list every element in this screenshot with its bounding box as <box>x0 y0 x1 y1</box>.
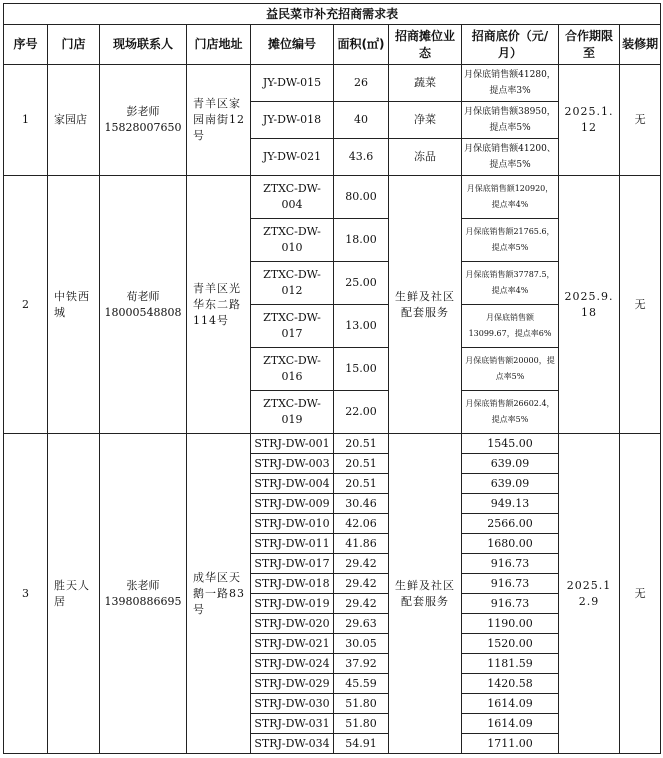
booth-code: STRJ-DW-031 <box>251 714 334 734</box>
booth-code: STRJ-DW-004 <box>251 474 334 494</box>
booth-price: 1614.09 <box>462 714 559 734</box>
booth-area: 30.05 <box>334 634 389 654</box>
contact-name: 张老师 <box>126 578 160 592</box>
booth-code: STRJ-DW-009 <box>251 494 334 514</box>
header-booth-code: 摊位编号 <box>251 25 334 65</box>
booth-price: 1190.00 <box>462 614 559 634</box>
booth-area: 20.51 <box>334 454 389 474</box>
store-address: 青羊区光华东二路114号 <box>187 176 251 434</box>
booth-area: 29.42 <box>334 594 389 614</box>
booth-price: 1545.00 <box>462 434 559 454</box>
booth-price: 949.13 <box>462 494 559 514</box>
header-row <box>4 25 661 65</box>
contact-phone: 15828007650 <box>104 121 182 134</box>
booth-code: JY-DW-018 <box>251 102 334 139</box>
booth-price: 1614.09 <box>462 694 559 714</box>
booth-code: STRJ-DW-018 <box>251 574 334 594</box>
booth-area: 20.51 <box>334 434 389 454</box>
store-name: 中铁西城 <box>48 176 100 434</box>
booth-price: 1680.00 <box>462 534 559 554</box>
booth-price: 1711.00 <box>462 734 559 754</box>
booth-price: 916.73 <box>462 594 559 614</box>
header-store: 门店 <box>48 25 100 65</box>
booth-price: 月保底销售额37787.5，提点率4% <box>462 262 559 305</box>
booth-price: 月保底销售额26602.4，提点率5% <box>462 391 559 434</box>
booth-price: 月保底销售额13099.67，提点率6% <box>462 305 559 348</box>
booth-area: 42.06 <box>334 514 389 534</box>
booth-type: 生鲜及社区配套服务 <box>389 434 462 754</box>
row-index: 3 <box>4 434 48 754</box>
header-fitout: 装修期 <box>620 25 661 65</box>
header-index: 序号 <box>4 25 48 65</box>
store-name: 家园店 <box>48 65 100 176</box>
booth-type: 冻品 <box>389 139 462 176</box>
booth-code: ZTXC-DW-012 <box>251 262 334 305</box>
contact-cell <box>100 176 187 434</box>
booth-price: 月保底销售额21765.6，提点率5% <box>462 219 559 262</box>
booth-code: STRJ-DW-017 <box>251 554 334 574</box>
booth-area: 13.00 <box>334 305 389 348</box>
booth-area: 29.42 <box>334 554 389 574</box>
term-date: 2025.12.9 <box>559 434 620 754</box>
fitout: 无 <box>620 65 661 176</box>
booth-price: 月保底销售额120920，提点率4% <box>462 176 559 219</box>
contact-cell <box>100 434 187 754</box>
booth-area: 80.00 <box>334 176 389 219</box>
booth-price: 916.73 <box>462 554 559 574</box>
booth-code: STRJ-DW-034 <box>251 734 334 754</box>
booth-code: STRJ-DW-020 <box>251 614 334 634</box>
booth-price: 月保底销售额41200、提点率5% <box>462 139 559 176</box>
booth-code: ZTXC-DW-017 <box>251 305 334 348</box>
table-row <box>4 176 661 219</box>
booth-area: 18.00 <box>334 219 389 262</box>
store-name: 胜天人居 <box>48 434 100 754</box>
header-contact: 现场联系人 <box>100 25 187 65</box>
store-address: 成华区天鹅一路83号 <box>187 434 251 754</box>
booth-code: STRJ-DW-029 <box>251 674 334 694</box>
booth-price: 916.73 <box>462 574 559 594</box>
header-base-price: 招商底价（元/月） <box>462 25 559 65</box>
row-index: 1 <box>4 65 48 176</box>
fitout: 无 <box>620 434 661 754</box>
booth-area: 37.92 <box>334 654 389 674</box>
booth-code: JY-DW-015 <box>251 65 334 102</box>
booth-area: 22.00 <box>334 391 389 434</box>
booth-price: 639.09 <box>462 454 559 474</box>
booth-price: 2566.00 <box>462 514 559 534</box>
header-address: 门店地址 <box>187 25 251 65</box>
booth-area: 51.80 <box>334 714 389 734</box>
booth-area: 26 <box>334 65 389 102</box>
booth-price: 1420.58 <box>462 674 559 694</box>
booth-code: STRJ-DW-001 <box>251 434 334 454</box>
header-area: 面积(㎡) <box>334 25 389 65</box>
row-index: 2 <box>4 176 48 434</box>
contact-phone: 18000548808 <box>104 305 182 319</box>
booth-area: 40 <box>334 102 389 139</box>
booth-price: 月保底销售额41280，提点率3% <box>462 65 559 102</box>
table-title: 益民菜市补充招商需求表 <box>4 4 661 25</box>
booth-area: 15.00 <box>334 348 389 391</box>
booth-type: 生鲜及社区配套服务 <box>389 176 462 434</box>
booth-code: STRJ-DW-030 <box>251 694 334 714</box>
store-address: 青羊区家园南街12号 <box>187 65 251 176</box>
booth-area: 20.51 <box>334 474 389 494</box>
booth-area: 29.42 <box>334 574 389 594</box>
booth-code: STRJ-DW-011 <box>251 534 334 554</box>
booth-code: JY-DW-021 <box>251 139 334 176</box>
booth-code: STRJ-DW-021 <box>251 634 334 654</box>
booth-code: STRJ-DW-003 <box>251 454 334 474</box>
header-booth-type: 招商摊位业态 <box>389 25 462 65</box>
booth-code: ZTXC-DW-019 <box>251 391 334 434</box>
term-date: 2025.1.12 <box>559 65 620 176</box>
booth-price: 639.09 <box>462 474 559 494</box>
booth-price: 1520.00 <box>462 634 559 654</box>
booth-type: 净菜 <box>389 102 462 139</box>
booth-area: 30.46 <box>334 494 389 514</box>
booth-price: 1181.59 <box>462 654 559 674</box>
booth-area: 45.59 <box>334 674 389 694</box>
booth-price: 月保底销售额20000，提点率5% <box>462 348 559 391</box>
term-date: 2025.9.18 <box>559 176 620 434</box>
contact-phone: 13980886695 <box>104 594 182 608</box>
booth-price: 月保底销售额38950，提点率5% <box>462 102 559 139</box>
booth-type: 蔬菜 <box>389 65 462 102</box>
booth-code: STRJ-DW-019 <box>251 594 334 614</box>
booth-code: ZTXC-DW-004 <box>251 176 334 219</box>
booth-area: 51.80 <box>334 694 389 714</box>
table-row <box>4 434 661 454</box>
fitout: 无 <box>620 176 661 434</box>
booth-code: STRJ-DW-010 <box>251 514 334 534</box>
contact-name: 彭老师 <box>126 105 160 118</box>
contact-cell <box>100 65 187 176</box>
booth-code: STRJ-DW-024 <box>251 654 334 674</box>
booth-area: 25.00 <box>334 262 389 305</box>
requirements-table <box>3 3 661 754</box>
booth-code: ZTXC-DW-016 <box>251 348 334 391</box>
header-term: 合作期限至 <box>559 25 620 65</box>
booth-area: 29.63 <box>334 614 389 634</box>
booth-code: ZTXC-DW-010 <box>251 219 334 262</box>
booth-area: 41.86 <box>334 534 389 554</box>
contact-name: 荀老师 <box>126 289 160 303</box>
table-row <box>4 65 661 102</box>
booth-area: 43.6 <box>334 139 389 176</box>
booth-area: 54.91 <box>334 734 389 754</box>
